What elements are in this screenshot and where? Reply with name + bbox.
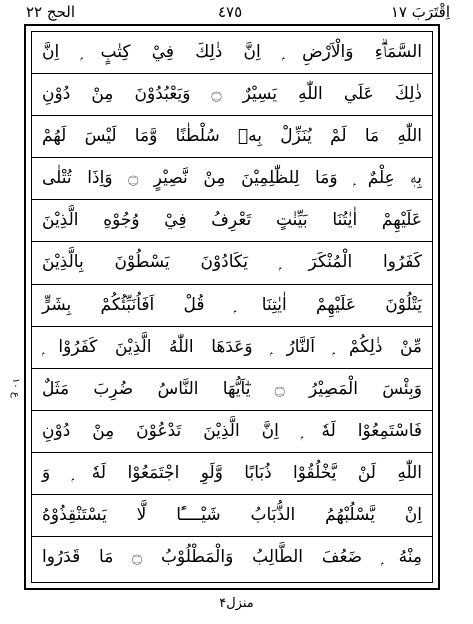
verse-line: بِهٖ عِلْمٌ ۭ وَمَا لِلظّٰلِمِيْنَ مِنْ نَّصِيْرٍ ۝ وَاِذَا تُتْلٰى bbox=[32, 158, 432, 200]
juz-name: اِقْتَرَبَ ١٧ bbox=[390, 3, 450, 21]
verse-line: يَتْلُوْنَ عَلَيْهِمْ اٰيٰتِنَا ۭ قُلْ اَفَاُنَبِّئُكُمْ بِشَرٍّ bbox=[32, 285, 432, 327]
verse-line: السَّمَاۗءِ وَالْاَرْضِ ۭ اِنَّ ذٰلِكَ فِيْ كِتٰبٍ ۭ اِنَّ bbox=[32, 32, 432, 74]
ruku-marker: ع ١٠ bbox=[10, 378, 21, 398]
verse-lines bbox=[32, 32, 432, 582]
verse-line: مِنْهُ ۭ ضَعُفَ الطَّالِبُ وَالْمَطْلُوْبُ ۝ مَا قَدَرُوا bbox=[42, 547, 422, 568]
verse-line: فَاسْتَمِعُوْا لَهٗ ۭ اِنَّ الَّذِيْنَ تَدْعُوْنَ مِنْ دُوْنِ bbox=[32, 411, 432, 453]
verse-line: اِنْ يَّسْلُبْهُمُ الذُّبَابُ شَيْــــًٔا لَّا يَسْتَنْقِذُوْهُ bbox=[32, 495, 432, 537]
verse-line: عَلَيْهِمْ اٰيٰتُنَا بَيِّنٰتٍ تَعْرِفُ فِيْ وُجُوْهِ الَّذِيْنَ bbox=[32, 200, 432, 242]
verse-line: كَفَرُوا الْمُنْكَرَ ۭ يَكَادُوْنَ يَسْطُوْنَ بِالَّذِيْنَ bbox=[32, 242, 432, 284]
page-number: ٤٧٥ bbox=[218, 3, 243, 21]
manzil-footer: منزل۴ bbox=[219, 596, 254, 611]
verse-line: ذٰلِكَ عَلَي اللّٰهِ يَسِيْرٌ ۝ وَيَعْبُدُوْنَ مِنْ دُوْنِ bbox=[32, 74, 432, 116]
surah-name: الحج ٢٢ bbox=[26, 3, 75, 21]
verse-line: اللّٰهِ مَا لَمْ يُنَزِّلْ بِهٖ سُلْطٰنًا وَّمَا لَيْسَ لَهُمْ bbox=[32, 116, 432, 158]
verse-line: اللّٰهِ لَنْ يَّخْلُقُوْا ذُبَابًا وَّلَوِ اجْتَمَعُوْا لَهٗ ۭ وَ bbox=[32, 453, 432, 495]
verse-line: وَبِئْسَ الْمَصِيْرُ ۝ يٰٓاَيُّهَا النَّاسُ ضُرِبَ مَثَلٌ bbox=[32, 369, 432, 411]
page-header bbox=[22, 0, 452, 24]
verse-line: مِّنْ ذٰلِكُمْ ۭ اَلنَّارُ ۭ وَعَدَهَا اللّٰهُ الَّذِيْنَ كَفَرُوْا ۭ bbox=[32, 327, 432, 369]
text-frame-inner bbox=[31, 31, 433, 583]
text-frame bbox=[24, 24, 440, 590]
